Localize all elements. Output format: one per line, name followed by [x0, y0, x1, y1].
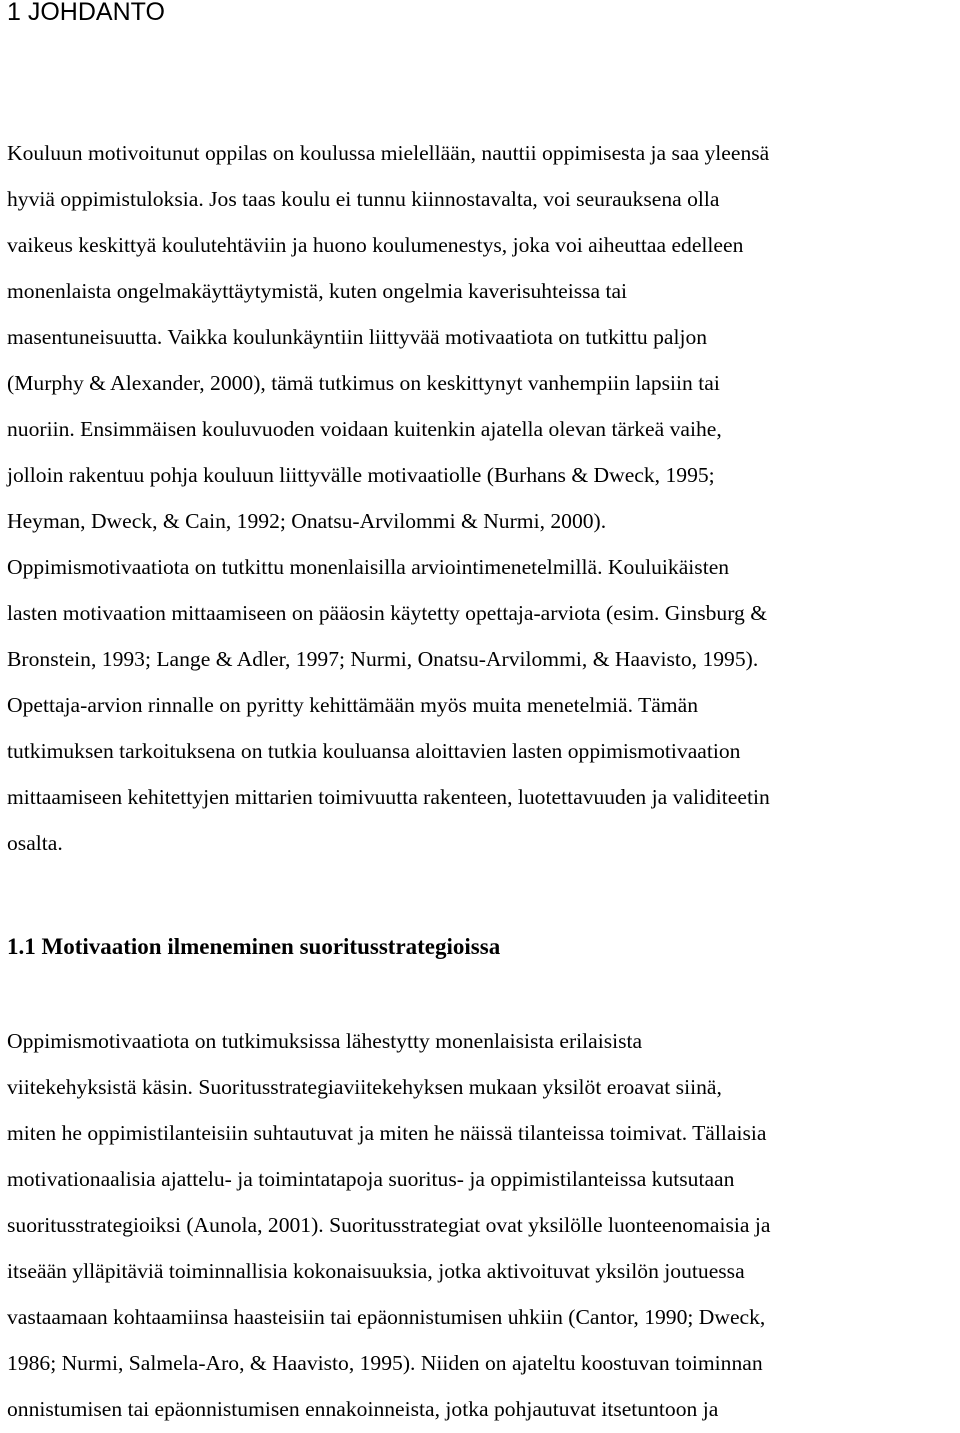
paragraph-line: Oppimismotivaatiota on tutkimuksissa lähestytty monenlaisista erilaisista — [7, 1029, 643, 1053]
intro-paragraph — [7, 130, 960, 866]
chapter-heading: 1 JOHDANTO — [7, 0, 165, 26]
section-heading: 1.1 Motivaation ilmeneminen suoritusstrategioissa — [7, 934, 501, 959]
paragraph-line: mittaamiseen kehitettyjen mittarien toimivuutta rakenteen, luotettavuuden ja validiteetin — [7, 785, 770, 809]
section-paragraph — [7, 1018, 960, 1432]
paragraph-line: suoritusstrategioiksi (Aunola, 2001). Suoritusstrategiat ovat yksilölle luonteenomaisia ja — [7, 1213, 771, 1237]
paragraph-line: tutkimuksen tarkoituksena on tutkia kouluansa aloittavien lasten oppimismotivaation — [7, 739, 741, 763]
paragraph-line: hyviä oppimistuloksia. Jos taas koulu ei tunnu kiinnostavalta, voi seurauksena olla — [7, 187, 720, 211]
paragraph-line: onnistumisen tai epäonnistumisen ennakoinneista, jotka pohjautuvat itsetuntoon ja — [7, 1397, 719, 1421]
paragraph-line: Oppimismotivaatiota on tutkittu monenlaisilla arviointimenetelmillä. Kouluikäisten — [7, 555, 730, 579]
paragraph-line: Kouluun motivoitunut oppilas on koulussa mielellään, nauttii oppimisesta ja saa yleensä — [7, 141, 770, 165]
paragraph-line: masentuneisuutta. Vaikka koulunkäyntiin liittyvää motivaatiota on tutkittu paljon — [7, 325, 708, 349]
paragraph-line: miten he oppimistilanteisiin suhtautuvat ja miten he näissä tilanteissa toimivat. Tällaisia — [7, 1121, 767, 1145]
paragraph-line: vastaamaan kohtaamiinsa haasteisiin tai epäonnistumisen uhkiin (Cantor, 1990; Dweck, — [7, 1305, 766, 1329]
paragraph-line: Heyman, Dweck, & Cain, 1992; Onatsu-Arvilommi & Nurmi, 2000). — [7, 509, 607, 533]
paragraph-line: osalta. — [7, 831, 63, 855]
paragraph-line: 1986; Nurmi, Salmela-Aro, & Haavisto, 1995). Niiden on ajateltu koostuvan toiminnan — [7, 1351, 763, 1375]
paragraph-line: Bronstein, 1993; Lange & Adler, 1997; Nurmi, Onatsu-Arvilommi, & Haavisto, 1995). — [7, 647, 759, 671]
paragraph-line: vaikeus keskittyä koulutehtäviin ja huono koulumenestys, joka voi aiheuttaa edelleen — [7, 233, 744, 257]
paragraph-line: monenlaista ongelmakäyttäytymistä, kuten ongelmia kaverisuhteissa tai — [7, 279, 628, 303]
paragraph-line: nuoriin. Ensimmäisen kouluvuoden voidaan kuitenkin ajatella olevan tärkeä vaihe, — [7, 417, 722, 441]
paragraph-line: viitekehyksistä käsin. Suoritusstrategiaviitekehyksen mukaan yksilöt eroavat siinä, — [7, 1075, 722, 1099]
paragraph-line: itseään ylläpitäviä toiminnallisia kokonaisuuksia, jotka aktivoituvat yksilön joutuessa — [7, 1259, 745, 1283]
paragraph-line: Opettaja-arvion rinnalle on pyritty kehittämään myös muita menetelmiä. Tämän — [7, 693, 698, 717]
paragraph-line: jolloin rakentuu pohja kouluun liittyvälle motivaatiolle (Burhans & Dweck, 1995; — [7, 463, 715, 487]
paragraph-line: motivationaalisia ajattelu- ja toimintatapoja suoritus- ja oppimistilanteissa kutsutaan — [7, 1167, 735, 1191]
paragraph-line: lasten motivaation mittaamiseen on pääosin käytetty opettaja-arviota (esim. Ginsburg & — [7, 601, 767, 625]
paragraph-line: (Murphy & Alexander, 2000), tämä tutkimus on keskittynyt vanhempiin lapsiin tai — [7, 371, 720, 395]
